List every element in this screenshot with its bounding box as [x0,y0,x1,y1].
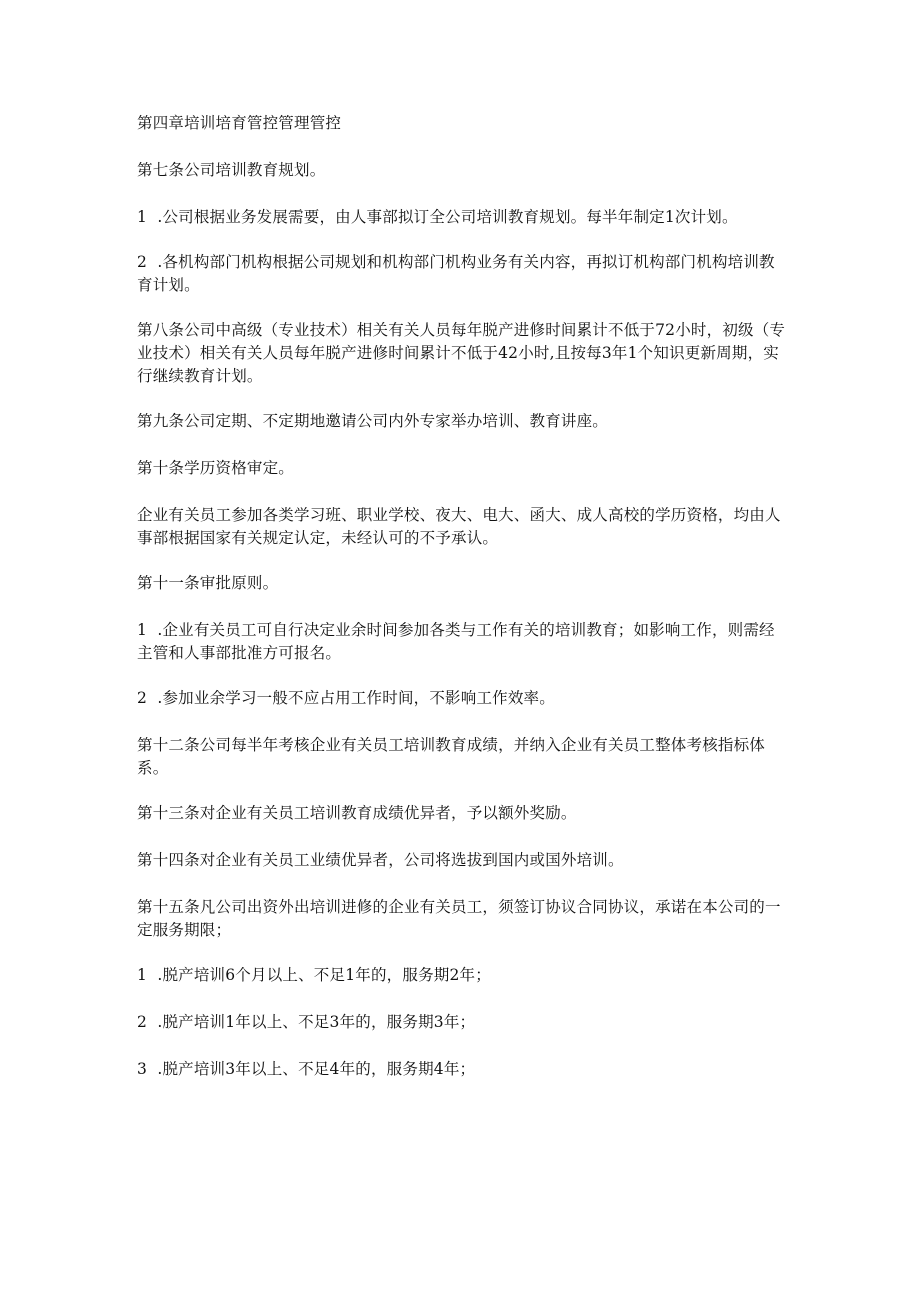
article-11-item-1: 1 .企业有关员工可自行决定业余时间参加各类与工作有关的培训教育；如影响工作，则需经主管和人事部批准方可报名。 [137,621,775,662]
article-9-paragraph: 第九条公司定期、不定期地邀请公司内外专家举办培训、教育讲座。 [137,412,609,430]
article-15-item-3: 3 .脱产培训3年以上、不足4年的，服务期4年； [137,1060,476,1078]
article-7-item-2: 2 .各机构部门机构根据公司规划和机构部门机构业务有关内容，再拟订机构部门机构培训教育计划。 [137,253,775,294]
article-10-heading: 第十条学历资格审定。 [137,459,295,477]
article-11-heading: 第十一条审批原则。 [137,574,279,592]
article-15-item-1: 1 .脱产培训6个月以上、不足1年的，服务期2年； [137,966,491,984]
article-10-paragraph: 企业有关员工参加各类学习班、职业学校、夜大、电大、函大、成人高校的学历资格，均由人事部根据国家有关规定认定，未经认可的不予承认。 [137,506,781,547]
article-13-paragraph: 第十三条对企业有关员工培训教育成绩优异者，予以额外奖励。 [137,804,577,822]
article-7-heading: 第七条公司培训教育规划。 [137,161,326,179]
article-8-paragraph: 第八条公司中高级（专业技术）相关有关人员每年脱产进修时间累计不低于72小时，初级（专业技术）相关有关人员每年脱产进修时间累计不低于42小时,且按每3年1个知识更新周期，实行继续教育计划。 [137,321,786,385]
article-7-item-1: 1 .公司根据业务发展需要，由人事部拟订全公司培训教育规划。每半年制定1次计划。 [137,208,738,226]
document-body [137,112,787,1105]
article-15-paragraph: 第十五条凡公司出资外出培训进修的企业有关员工，须签订协议合同协议，承诺在本公司的一定服务期限； [137,898,781,939]
article-15-item-2: 2 .脱产培训1年以上、不足3年的，服务期3年； [137,1013,476,1031]
article-11-item-2: 2 .参加业余学习一般不应占用工作时间，不影响工作效率。 [137,689,555,707]
article-14-paragraph: 第十四条对企业有关员工业绩优异者，公司将选拔到国内或国外培训。 [137,851,624,869]
chapter-heading: 第四章培训培育管控管理管控 [137,114,342,132]
article-12-paragraph: 第十二条公司每半年考核企业有关员工培训教育成绩，并纳入企业有关员工整体考核指标体系。 [137,736,766,777]
